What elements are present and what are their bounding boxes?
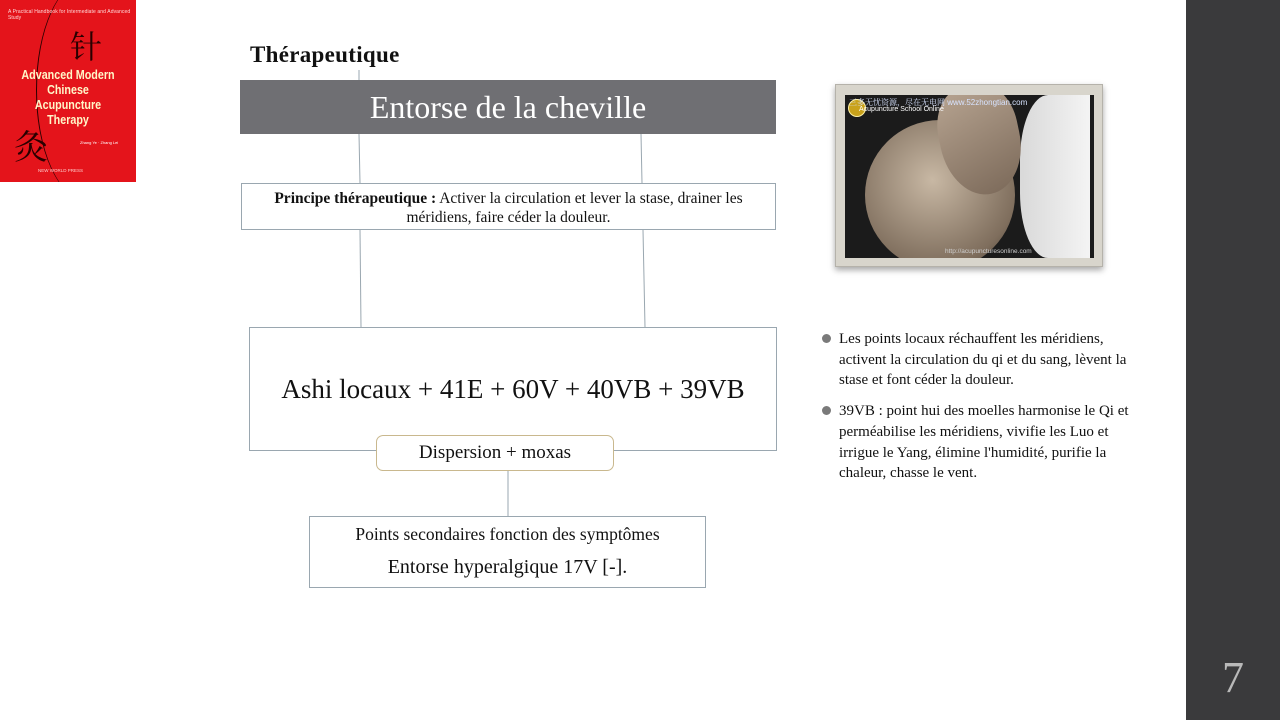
video-caption-top: 三多无忧资源，尽在无电网 www.52zhongtian.com (849, 98, 1028, 107)
connector-left-upper (359, 134, 360, 183)
note-text: 39VB : point hui des moelles harmonise le Qi et perméabilise les méridiens, vivifie les Luo et irrigue le Yang, élimine l'humidité, purifie la chaleur, chasse le vent. (839, 403, 1129, 482)
book-cover-title: Advanced Modern Chinese Acupuncture Therapy (21, 68, 115, 127)
bullet-icon (822, 334, 831, 343)
method-box: Dispersion + moxas (376, 435, 614, 471)
note-text: Les points locaux réchauffent les méridiens, activent la circulation du qi et du sang, lèvent la stase et font céder la douleur. (839, 331, 1127, 389)
video-thumbnail[interactable] (835, 84, 1103, 267)
slide-heading: Thérapeutique (250, 42, 400, 67)
page-number: 7 (1222, 653, 1244, 702)
secondary-points-text: Entorse hyperalgique 17V [-]. (387, 556, 628, 578)
secondary-points-title: Points secondaires fonction des symptômes (355, 524, 660, 544)
points-box: Ashi locaux + 41E + 60V + 40VB + 39VB (249, 327, 777, 451)
notes-list (822, 329, 1132, 494)
book-cover-glyph-top: 针 (70, 28, 103, 66)
book-cover-authors: Zhang Ye · Zhang Lei (80, 140, 119, 145)
principle-label: Principe thérapeutique : (274, 190, 437, 207)
video-caption-bottom: http://acupuncturesonline.com (945, 248, 1032, 255)
book-cover-publisher: NEW WORLD PRESS (38, 168, 84, 173)
connector-right-lower (643, 230, 645, 327)
principle-text: Activer la circulation et lever la stase, drainer les méridiens, faire céder la douleur. (406, 190, 743, 226)
secondary-points-box (309, 516, 706, 588)
video-caption-logo: Acupuncture School Online (859, 106, 944, 113)
book-cover-glyph-bottom: 灸 (14, 128, 48, 168)
side-bar (1186, 0, 1280, 720)
connector-left-lower (360, 230, 361, 327)
book-cover-tagline: A Practical Handbook for Intermediate and Advanced Study (8, 9, 131, 21)
diagram-title-box: Entorse de la cheville (240, 80, 776, 134)
connector-right-upper (641, 134, 642, 183)
principle-box (241, 183, 776, 230)
video-screen (845, 95, 1094, 258)
bullet-icon (822, 406, 831, 415)
note-item (822, 329, 1132, 391)
video-background-cloth (1020, 95, 1090, 258)
note-item (822, 401, 1132, 484)
